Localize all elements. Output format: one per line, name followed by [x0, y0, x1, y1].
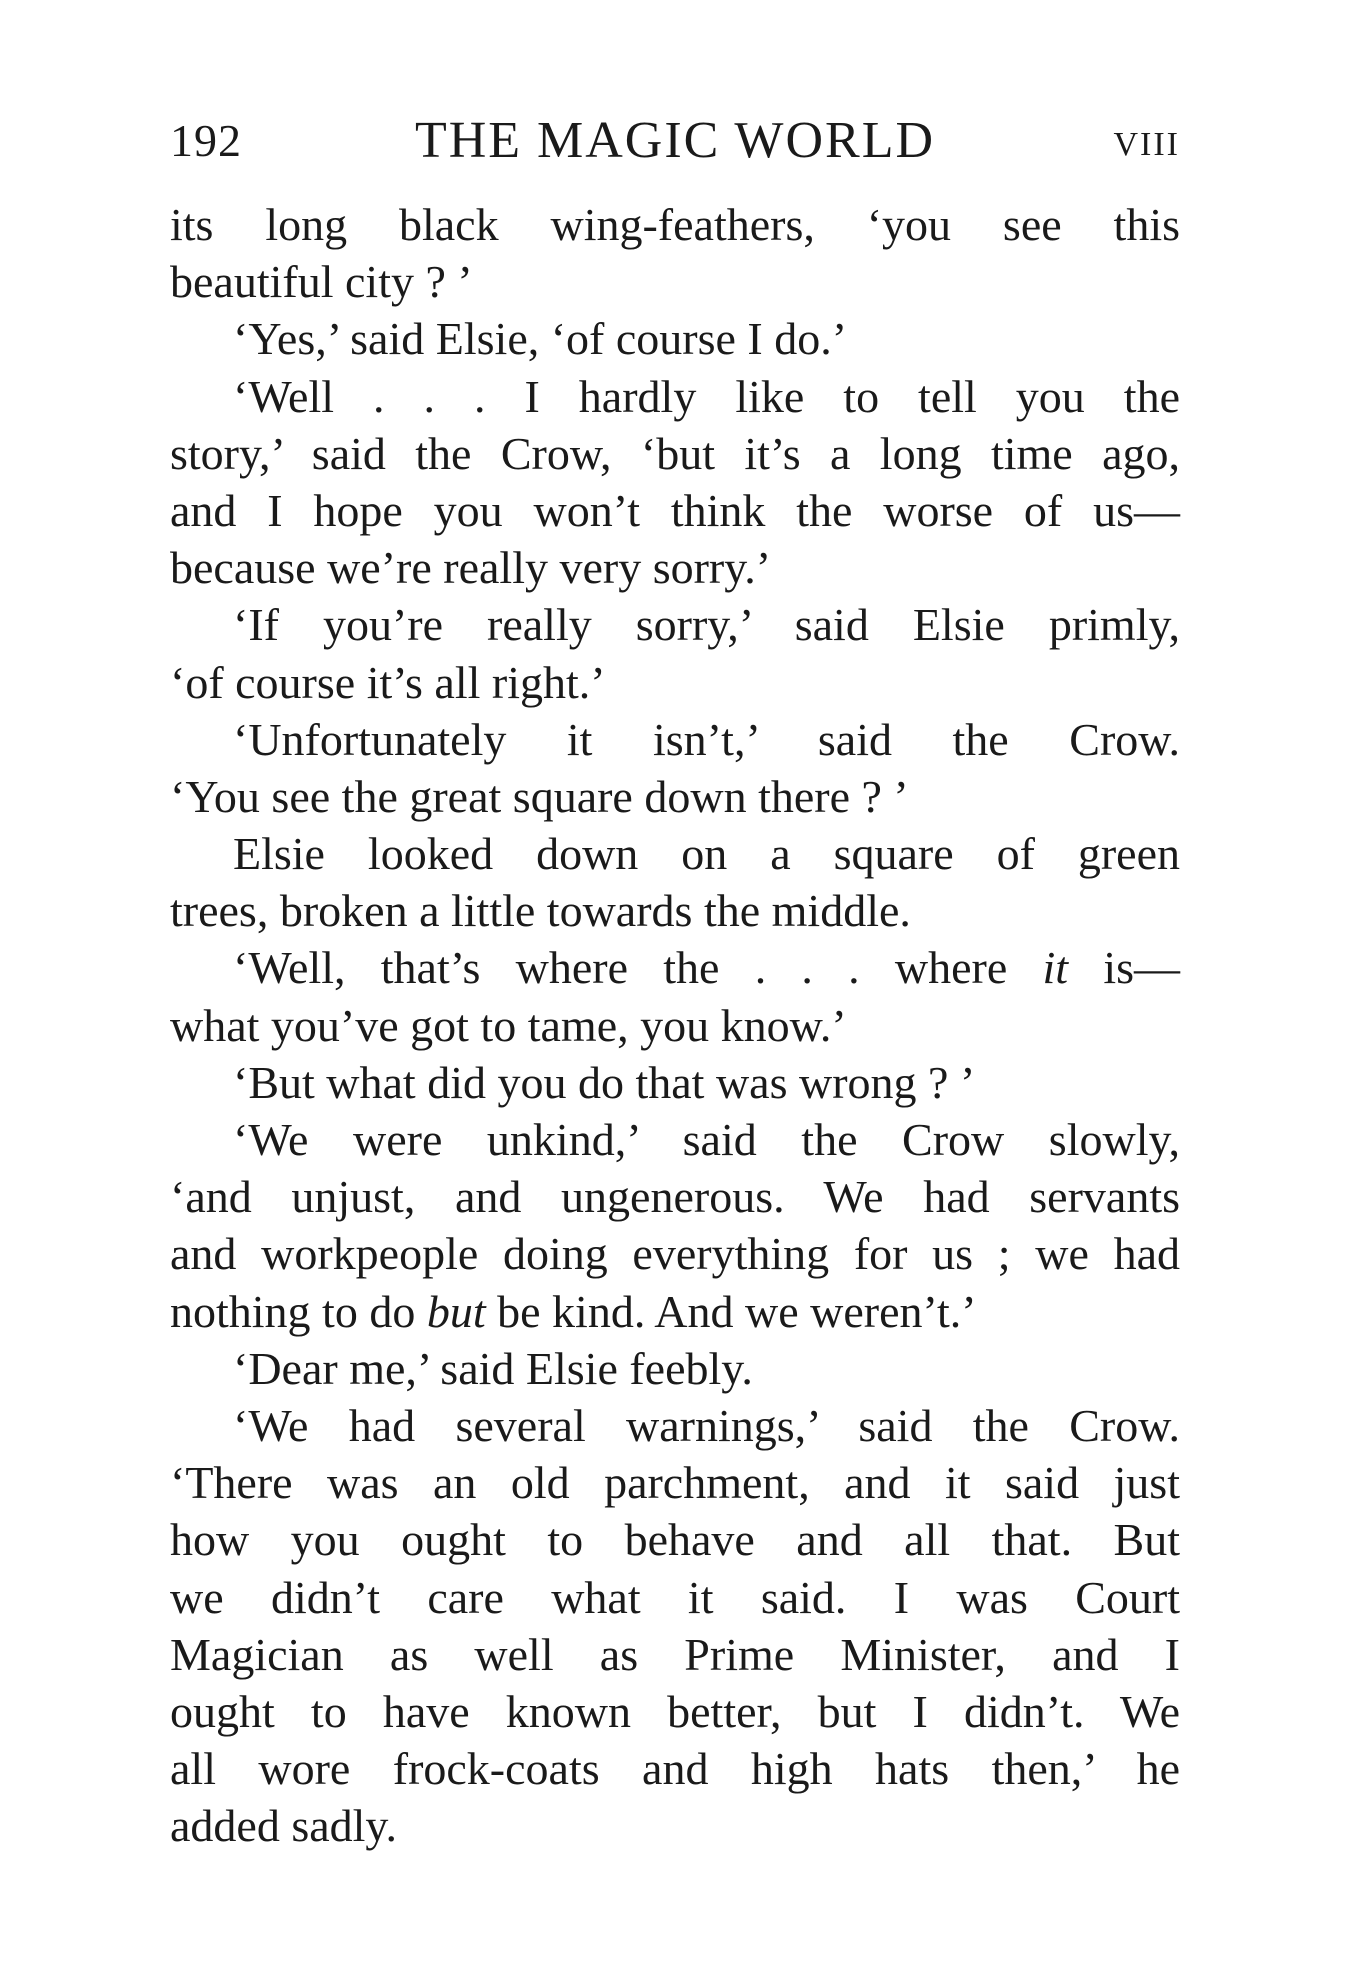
- chapter-numeral: VIII: [1113, 126, 1180, 163]
- text-line: because we’re really very sorry.’: [170, 542, 772, 594]
- text-line: ‘We were unkind,’ said the Crow slowly,: [233, 1114, 1180, 1165]
- text-run: is—: [1068, 942, 1180, 994]
- text-line: ‘But what did you do that was wrong ? ’: [233, 1056, 976, 1108]
- text-line: ‘Yes,’ said Elsie, ‘of course I do.’: [233, 313, 848, 365]
- text-line: Magician as well as Prime Minister, and I: [170, 1628, 1180, 1680]
- text-line: ‘Dear me,’ said Elsie feebly.: [233, 1342, 753, 1394]
- text-line: ‘Well . . . I hardly like to tell you the: [233, 370, 1180, 422]
- text-line: added sadly.: [170, 1800, 397, 1852]
- text-line: its long black wing-feathers, ‘you see this: [170, 199, 1180, 250]
- book-title: THE MAGIC WORLD: [414, 112, 936, 169]
- text-line: all wore frock-coats and high hats then,’ he: [170, 1743, 1180, 1795]
- text-line: and workpeople doing everything for us ; we had: [170, 1228, 1180, 1280]
- text-line: beautiful city ? ’: [170, 256, 473, 308]
- text-run: ‘Well, that’s where the . . . where: [233, 942, 1043, 994]
- text-line: ought to have known better, but I didn’t. We: [170, 1685, 1180, 1737]
- italic-word: but: [426, 1285, 486, 1337]
- text-line: ‘and unjust, and ungenerous. We had servants: [170, 1171, 1180, 1223]
- text-line: [170, 939, 1180, 996]
- text-line: ‘Unfortunately it isn’t,’ said the Crow.: [233, 713, 1180, 765]
- text-line: how you ought to behave and all that. But: [170, 1514, 1180, 1566]
- text-line: ‘We had several warnings,’ said the Crow.: [233, 1399, 1180, 1451]
- text-line: ‘of course it’s all right.’: [170, 656, 606, 708]
- text-line: and I hope you won’t think the worse of us—: [170, 484, 1180, 536]
- text-line: [170, 1283, 1180, 1340]
- text-line: ‘You see the great square down there ? ’: [170, 770, 909, 822]
- text-line: ‘If you’re really sorry,’ said Elsie primly,: [233, 599, 1180, 651]
- text-line: ‘There was an old parchment, and it said just: [170, 1457, 1180, 1509]
- text-line: what you’ve got to tame, you know.’: [170, 999, 847, 1051]
- text-line: Elsie looked down on a square of green: [233, 828, 1180, 880]
- text-run: nothing to do: [170, 1285, 427, 1337]
- text-run: be kind. And we weren’t.’: [485, 1285, 977, 1337]
- running-head: [170, 106, 1180, 176]
- text-line: trees, broken a little towards the middle.: [170, 885, 911, 937]
- page-number: 192: [170, 115, 242, 166]
- body-text: [170, 196, 1180, 1854]
- text-line: story,’ said the Crow, ‘but it’s a long time ago,: [170, 427, 1180, 479]
- italic-word: it: [1042, 942, 1069, 994]
- text-line: we didn’t care what it said. I was Court: [170, 1571, 1180, 1623]
